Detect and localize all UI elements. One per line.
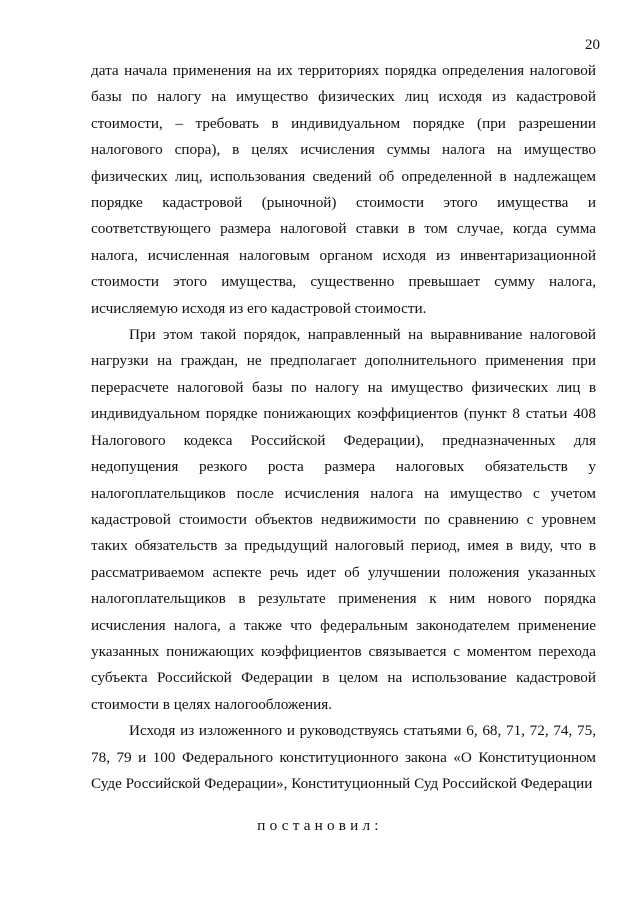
page-number: 20 bbox=[585, 37, 600, 53]
paragraph-legal-basis: Исходя из изложенного и руководствуясь статьями 6, 68, 71, 72, 74, 75, 78, 79 и 100 Федерального конституционного закона «О Конституционном Суде Российской Федерации», Конституционный Суд Российской Федерации bbox=[91, 722, 596, 792]
decree-heading: постановил: bbox=[257, 817, 383, 834]
paragraph-tax-coefficients: При этом такой порядок, направленный на выравнивание налоговой нагрузки на граждан, не предполагает дополнительного применения при перерасчете налоговой базы по налогу на имущество физических лиц в индивидуальном порядке понижающих коэффициентов (пункт 8 статьи 408 Налогового кодекса Российской Федерации), предназначенных для недопущения резкого роста размера налоговых обязательств у налогоплательщиков после исчисления налога на имущество с учетом кадастровой стоимости объектов недвижимости по сравнению с уровнем таких обязательств за предыдущий налоговый период, имея в виду, что в рассматриваемом аспекте речь идет об улучшении положения указанных налогоплательщиков в результате применения к ним нового порядка исчисления налога, а также что федеральным законодателем применение указанных понижающих коэффициентов связывается с моментом перехода субъекта Российской Федерации в целом на использование кадастровой стоимости в целях налогообложения. bbox=[91, 326, 596, 713]
paragraph-continuation: дата начала применения на их территориях порядка определения налоговой базы по налогу на имущество физических лиц исходя из кадастровой стоимости, – требовать в индивидуальном порядке (при разрешении налогового спора), в целях исчисления суммы налога на имущество физических лиц, использования сведений об определенной в надлежащем порядке кадастровой (рыночной) стоимости этого имущества и соответствующего размера налоговой ставки в том случае, когда сумма налога, исчисленная налоговым органом исходя из инвентаризационной стоимости этого имущества, существенно превышает сумму налога, исчисляемую исходя из его кадастровой стоимости. bbox=[91, 62, 596, 317]
document-body bbox=[91, 58, 596, 797]
